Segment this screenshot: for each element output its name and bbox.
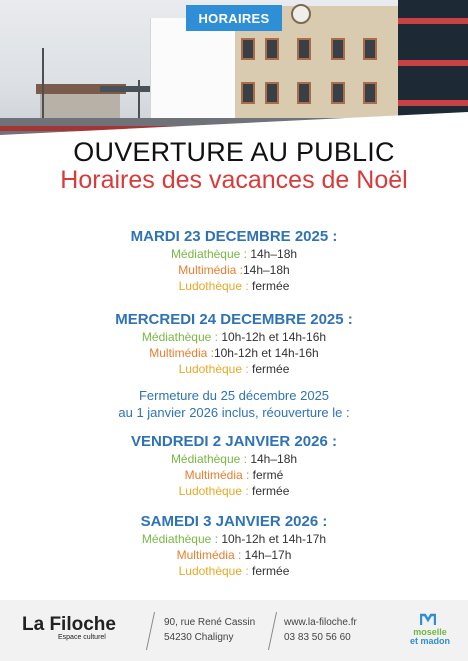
mediatheque-hours: 10h-12h et 14h-16h xyxy=(217,330,327,344)
brand-logo: La Filoche xyxy=(22,614,116,635)
ludotheque-hours: fermée xyxy=(248,279,290,293)
day-block-4 xyxy=(0,512,468,579)
mediatheque-label: Médiathèque : xyxy=(141,532,218,546)
ludotheque-row xyxy=(0,483,468,499)
website-link[interactable]: www.la-filoche.fr xyxy=(284,617,357,628)
mediatheque-row xyxy=(0,531,468,547)
address-street: 90, rue René Cassin xyxy=(164,617,256,628)
mediatheque-row xyxy=(0,246,468,262)
phone-number: 03 83 50 56 60 xyxy=(284,632,351,643)
footer xyxy=(0,600,468,661)
ludotheque-label: Ludothèque : xyxy=(178,564,249,578)
day-block-1 xyxy=(0,227,468,294)
multimedia-hours: 14h–17h xyxy=(241,548,292,562)
day-heading: MERCREDI 24 DECEMBRE 2025 : xyxy=(115,311,353,328)
closure-notice xyxy=(0,387,468,421)
partner-logo-line-1: moselle xyxy=(413,627,447,637)
partner-logo-line-2: et madon xyxy=(409,636,450,646)
multimedia-label: Multimédia : xyxy=(176,548,242,562)
day-heading: MARDI 23 DECEMBRE 2025 : xyxy=(130,228,338,245)
footer-contact xyxy=(284,615,357,645)
ludotheque-label: Ludothèque : xyxy=(178,484,249,498)
multimedia-hours: fermé xyxy=(249,468,284,482)
partner-logo-icon xyxy=(420,612,436,626)
closure-line-2: au 1 janvier 2026 inclus, réouverture le : xyxy=(118,405,350,420)
day-block-2 xyxy=(0,310,468,377)
ludotheque-hours: fermée xyxy=(248,564,290,578)
ludotheque-row xyxy=(0,278,468,294)
multimedia-label: Multimédia : xyxy=(149,346,214,360)
multimedia-row xyxy=(0,262,468,278)
multimedia-row xyxy=(0,547,468,563)
ludotheque-hours: fermée xyxy=(248,484,290,498)
footer-divider xyxy=(146,612,155,650)
multimedia-row xyxy=(0,467,468,483)
day-block-3 xyxy=(0,432,468,499)
ludotheque-row xyxy=(0,563,468,579)
mediatheque-label: Médiathèque : xyxy=(170,247,247,261)
multimedia-label: Multimédia : xyxy=(178,263,243,277)
brand-tagline: Espace culturel xyxy=(58,634,106,641)
page-subtitle: Horaires des vacances de Noël xyxy=(60,166,408,194)
mediatheque-label: Médiathèque : xyxy=(141,330,218,344)
ludotheque-row xyxy=(0,361,468,377)
closure-line-1: Fermeture du 25 décembre 2025 xyxy=(138,388,330,403)
multimedia-label: Multimédia : xyxy=(184,468,250,482)
address-city: 54230 Chaligny xyxy=(164,632,234,643)
mediatheque-hours: 14h–18h xyxy=(247,247,298,261)
partner-logo xyxy=(404,628,456,646)
mediatheque-hours: 10h-12h et 14h-17h xyxy=(217,532,327,546)
footer-divider xyxy=(268,612,277,650)
mediatheque-row xyxy=(0,329,468,345)
multimedia-hours: 14h–18h xyxy=(242,263,290,277)
ludotheque-label: Ludothèque : xyxy=(178,362,249,376)
mediatheque-label: Médiathèque : xyxy=(170,452,247,466)
horaires-badge: HORAIRES xyxy=(186,5,282,31)
day-heading: SAMEDI 3 JANVIER 2026 : xyxy=(140,513,328,530)
multimedia-row xyxy=(0,345,468,361)
ludotheque-hours: fermée xyxy=(248,362,290,376)
mediatheque-row xyxy=(0,451,468,467)
day-heading: VENDREDI 2 JANVIER 2026 : xyxy=(131,433,337,450)
mediatheque-hours: 14h–18h xyxy=(247,452,298,466)
page-title: OUVERTURE AU PUBLIC xyxy=(73,137,395,167)
footer-address xyxy=(164,615,255,645)
multimedia-hours: 10h-12h et 14h-16h xyxy=(213,346,319,360)
ludotheque-label: Ludothèque : xyxy=(178,279,249,293)
